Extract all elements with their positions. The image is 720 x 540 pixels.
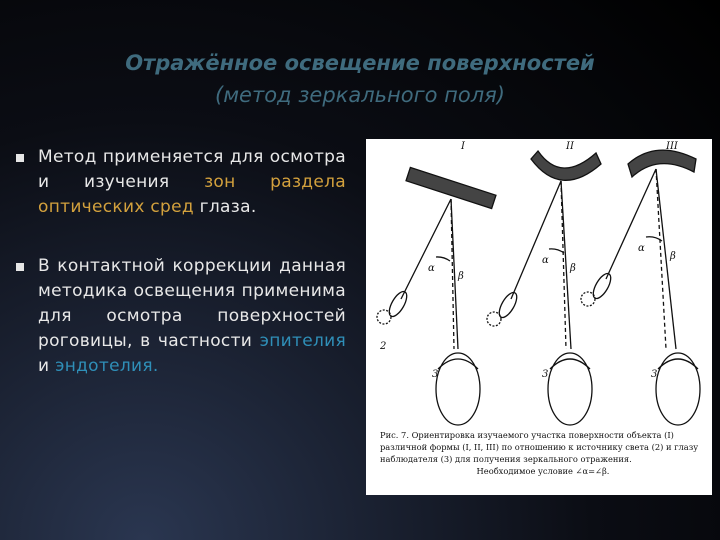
square-bullet-icon <box>16 263 24 271</box>
bullet-text: В контактной коррекции данная методика освещения применима для осмотра поверхностей роговицы, в частности <box>38 256 346 351</box>
source-label: 2 <box>380 341 387 352</box>
bullet-text: глаза. <box>193 197 257 217</box>
caption-text: Рис. 7. Ориентировка изучаемого участка поверхности объекта (I) различной формы (I, II, III) по отношению к источнику света (2) и глазу наблюдателя (3) для получения зеркального отражения. <box>380 430 699 464</box>
beta-label: β <box>458 271 464 282</box>
slide-subtitle: (метод зеркального поля) <box>215 83 505 107</box>
surface-panel-2 <box>487 151 601 425</box>
surface-panel-1 <box>377 167 496 425</box>
beta-label: β <box>670 251 676 262</box>
optical-diagram <box>366 139 712 429</box>
bullet-text: Метод применяется для осмотра и изучения <box>38 147 346 192</box>
panel-3-label: III <box>666 141 678 152</box>
bullet-item-contact-correction <box>16 254 346 379</box>
observer-eye-icon <box>548 353 592 425</box>
convex-surface-icon <box>628 150 696 177</box>
bullet-list <box>16 145 346 379</box>
figure-caption <box>380 429 706 477</box>
alpha-label: α <box>542 255 549 266</box>
bullet-highlight: эндотелия. <box>55 356 159 376</box>
lens-icon <box>386 289 410 319</box>
observer-eye-icon <box>436 353 480 425</box>
surface-panel-3 <box>581 150 700 425</box>
observer-eye-icon <box>656 353 700 425</box>
bullet-highlight: зон раздела оптических сред <box>38 172 346 217</box>
bullet-item-method <box>16 145 346 220</box>
caption-condition: Необходимое условие ∠α=∠β. <box>476 466 610 476</box>
lens-icon <box>590 271 614 301</box>
beta-label: β <box>570 263 576 274</box>
eye-label: 3 <box>651 369 658 380</box>
eye-label: 3 <box>432 369 439 380</box>
concave-surface-icon <box>531 151 601 180</box>
eye-label: 3 <box>542 369 549 380</box>
bullet-text: и <box>38 356 56 376</box>
square-bullet-icon <box>16 154 24 162</box>
alpha-label: α <box>638 243 645 254</box>
bullet-highlight: эпителия <box>259 331 346 351</box>
mirror-field-figure <box>366 139 712 495</box>
panel-1-label: I <box>461 141 465 152</box>
panel-2-label: II <box>566 141 574 152</box>
slide-title: Отражённое освещение поверхностей <box>125 51 595 75</box>
alpha-label: α <box>428 263 435 274</box>
